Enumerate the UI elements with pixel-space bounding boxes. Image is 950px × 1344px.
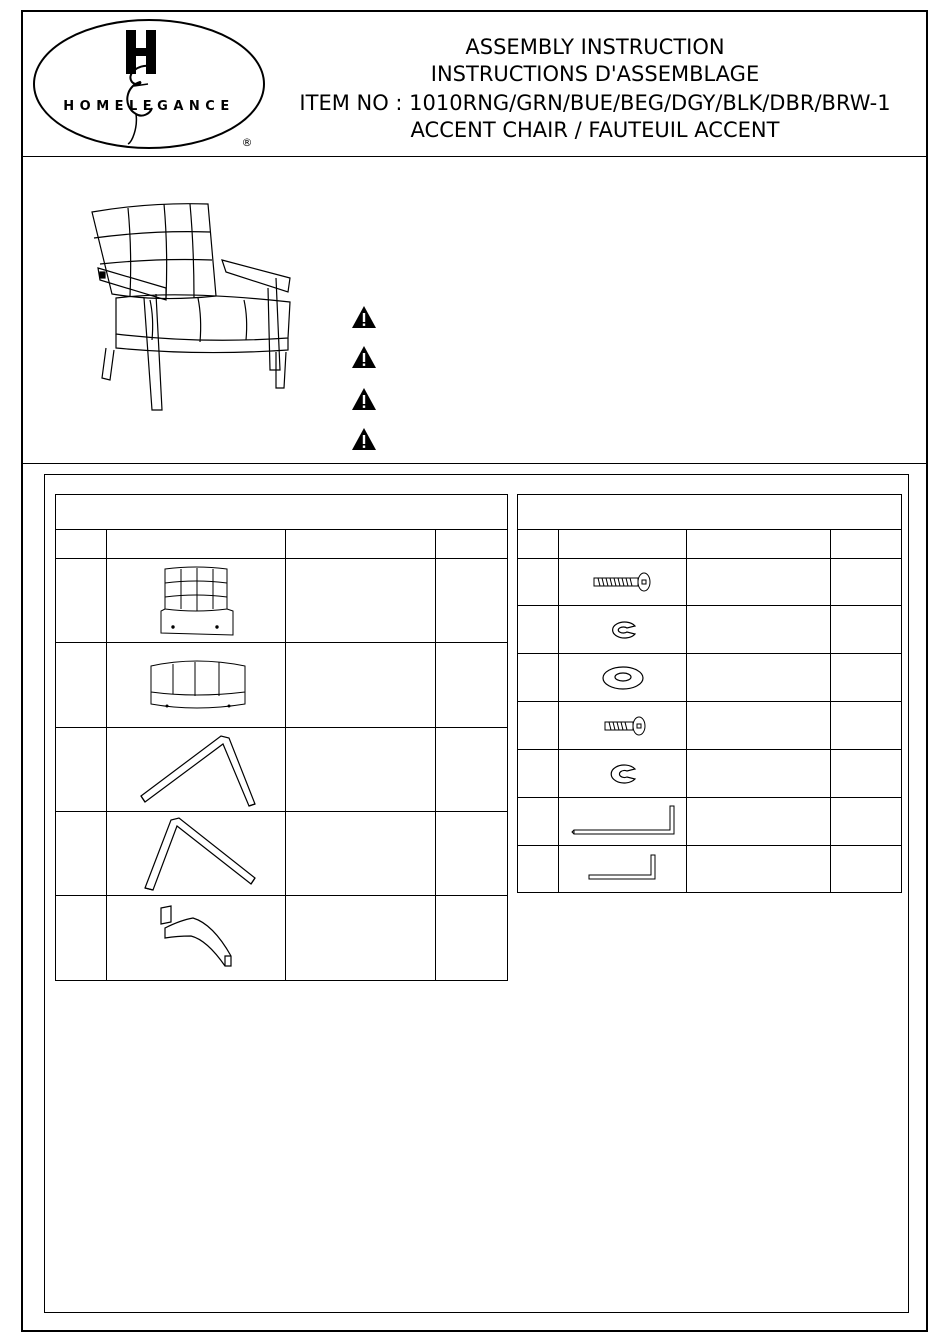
title-fr: INSTRUCTIONS D'ASSEMBLAGE <box>430 62 760 86</box>
registered-mark: ® <box>241 136 253 149</box>
item-number: ITEM NO : 1010RNG/GRN/BUE/BEG/DGY/BLK/DBR/BRW-1 <box>299 91 891 115</box>
accent-chair-illustration <box>80 198 295 420</box>
table-row <box>518 846 902 893</box>
table-row <box>56 896 508 981</box>
overview-divider <box>21 463 928 464</box>
table-row <box>56 812 508 896</box>
small-allen-key-part <box>583 851 663 887</box>
hardware-table-header <box>518 495 902 530</box>
right-armrest-frame-part <box>131 814 261 894</box>
flat-washer-part <box>598 661 648 695</box>
large-lock-washer-part <box>603 759 643 789</box>
table-row <box>518 702 902 750</box>
table-row <box>518 750 902 798</box>
seat-back-part <box>151 565 241 637</box>
table-row <box>518 654 902 702</box>
table-row <box>56 728 508 812</box>
hardware-table-columns <box>518 530 902 559</box>
large-allen-key-part <box>568 802 678 842</box>
table-row <box>518 798 902 846</box>
short-bolt-part <box>593 711 653 741</box>
hardware-table <box>517 494 902 893</box>
parts-table-header <box>56 495 508 530</box>
table-row <box>56 559 508 643</box>
left-armrest-frame-part <box>131 730 261 810</box>
table-row <box>518 606 902 654</box>
homelegance-logo <box>32 18 266 150</box>
table-row <box>518 559 902 606</box>
header-divider <box>21 156 928 157</box>
warning-icon <box>351 427 377 451</box>
long-bolt-part <box>588 567 658 597</box>
lock-washer-part <box>603 615 643 645</box>
warning-icon <box>351 387 377 411</box>
parts-table-columns <box>56 530 508 559</box>
title-en: ASSEMBLY INSTRUCTION <box>465 35 725 59</box>
parts-table <box>55 494 508 981</box>
seat-cushion-part <box>141 652 251 718</box>
brand-wordmark: HOMELEGANCE <box>63 99 235 114</box>
warning-icon <box>351 345 377 369</box>
product-name: ACCENT CHAIR / FAUTEUIL ACCENT <box>410 118 780 142</box>
back-support-bracket-part <box>151 902 241 974</box>
table-row <box>56 643 508 728</box>
warning-icon <box>351 305 377 329</box>
